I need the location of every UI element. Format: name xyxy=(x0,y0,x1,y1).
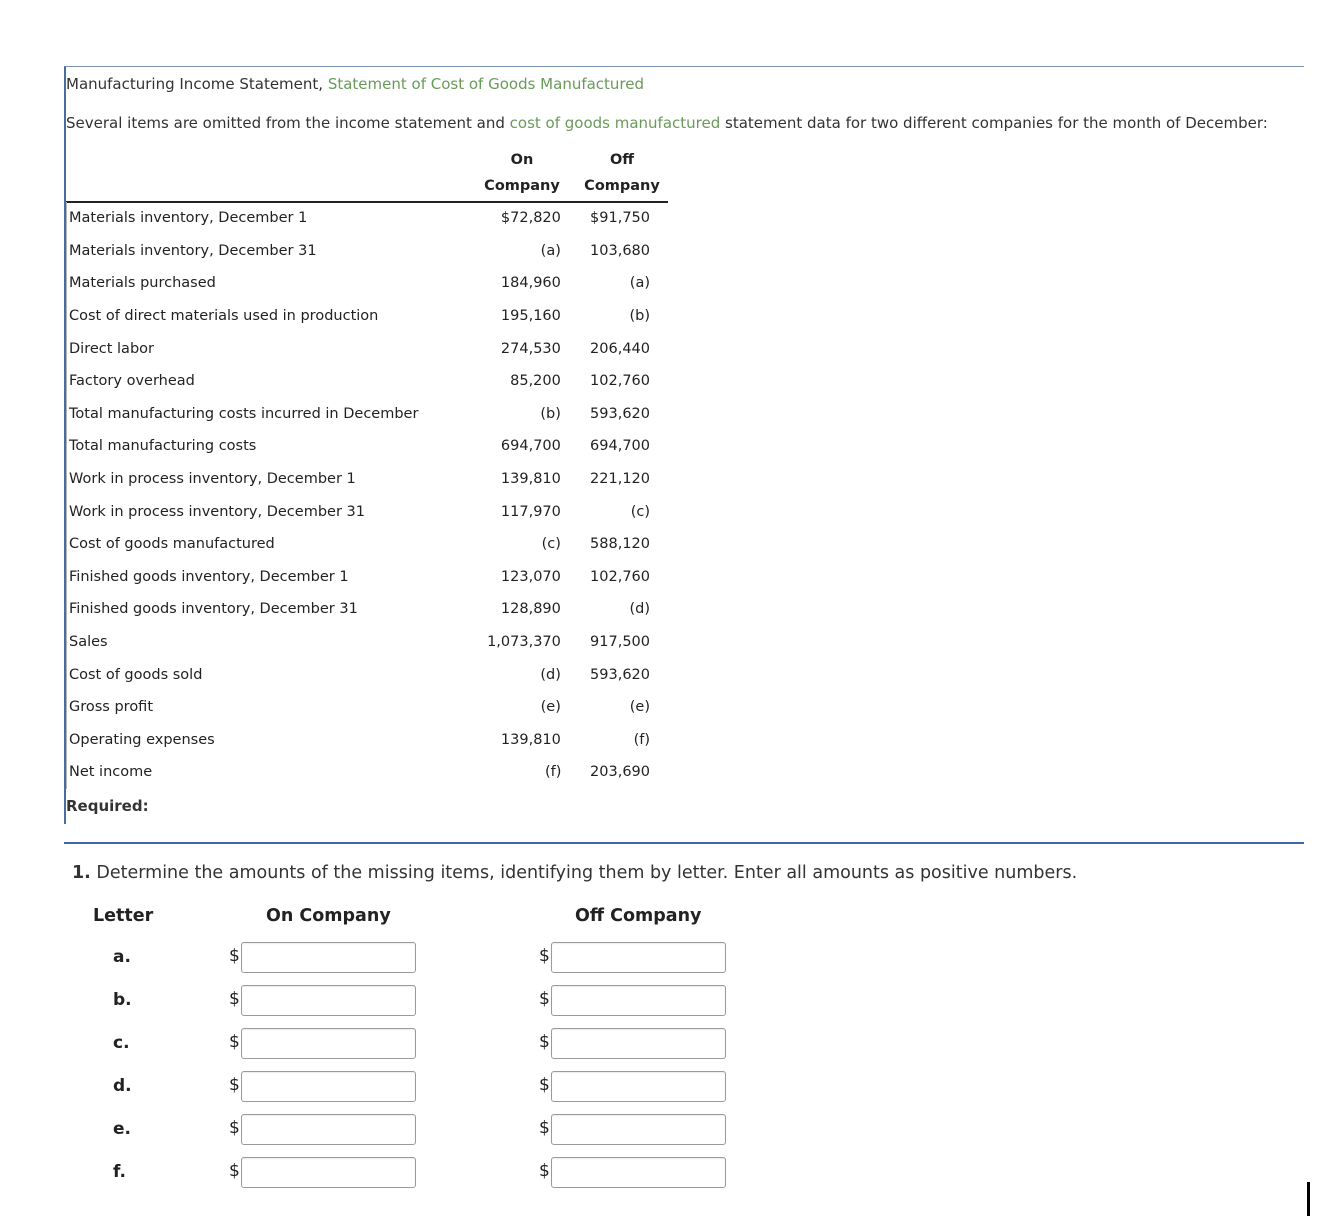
row-label: Finished goods inventory, December 1 xyxy=(67,561,473,594)
row-off-value: 203,690 xyxy=(590,764,650,781)
answer-row xyxy=(0,985,760,1019)
text-cursor xyxy=(1307,1182,1310,1216)
table-row xyxy=(67,495,669,528)
row-off-value: $91,750 xyxy=(590,210,650,227)
col-header-on-line2: Company xyxy=(484,178,560,194)
intro-text xyxy=(66,114,1268,132)
dollar-sign: $ xyxy=(539,989,550,1009)
table-row xyxy=(67,365,669,398)
row-on-value: 139,810 xyxy=(500,731,561,748)
dollar-sign: $ xyxy=(229,1032,240,1052)
dollar-sign: $ xyxy=(539,1118,550,1138)
table-row xyxy=(67,593,669,626)
heading-glossary-link[interactable]: Statement of Cost of Goods Manufactured xyxy=(327,75,645,93)
on-company-input[interactable] xyxy=(241,1071,416,1102)
table-row xyxy=(67,463,669,496)
answer-row xyxy=(0,1157,760,1191)
answer-row xyxy=(0,1028,760,1062)
row-on-value: 123,070 xyxy=(500,568,561,585)
table-row xyxy=(67,528,669,561)
answer-letter: a. xyxy=(113,947,131,967)
dollar-sign: $ xyxy=(229,1161,240,1181)
table-row xyxy=(67,658,669,691)
row-label: Gross profit xyxy=(67,691,473,724)
row-label: Finished goods inventory, December 31 xyxy=(67,593,473,626)
row-off-value: 103,680 xyxy=(590,242,650,259)
row-off-value: (c) xyxy=(630,503,650,520)
row-on-value: (c) xyxy=(541,536,561,553)
answer-letter: e. xyxy=(113,1119,131,1139)
row-off-value: (b) xyxy=(629,308,650,325)
row-on-value: 184,960 xyxy=(500,275,561,292)
row-off-value: (d) xyxy=(629,601,650,618)
row-label: Sales xyxy=(67,626,473,659)
question-text: Determine the amounts of the missing items, identifying them by letter. Enter all amounts as positive numbers. xyxy=(90,863,1078,883)
off-company-input[interactable] xyxy=(551,1114,726,1145)
table-row xyxy=(67,202,669,235)
col-header-off-line2: Company xyxy=(584,178,660,194)
dollar-sign: $ xyxy=(229,946,240,966)
problem-heading xyxy=(66,75,644,93)
row-label: Net income xyxy=(67,756,473,789)
table-row xyxy=(67,267,669,300)
answer-col-letter: Letter xyxy=(93,906,154,926)
row-on-value: (f) xyxy=(544,764,562,781)
off-company-input[interactable] xyxy=(551,1157,726,1188)
question-number: 1. xyxy=(72,863,91,883)
answer-col-on: On Company xyxy=(266,906,391,926)
on-company-input[interactable] xyxy=(241,942,416,973)
required-label: Required: xyxy=(66,797,149,815)
row-on-value: 1,073,370 xyxy=(487,634,561,651)
off-company-input[interactable] xyxy=(551,1071,726,1102)
dollar-sign: $ xyxy=(539,946,550,966)
row-on-value: 195,160 xyxy=(500,308,561,325)
on-company-input[interactable] xyxy=(241,1114,416,1145)
row-off-value: 593,620 xyxy=(590,666,650,683)
row-label: Total manufacturing costs incurred in December xyxy=(67,398,473,431)
dollar-sign: $ xyxy=(539,1075,550,1095)
row-off-value: 221,120 xyxy=(590,471,650,488)
col-header-off xyxy=(576,147,668,199)
intro-glossary-link[interactable]: cost of goods manufactured xyxy=(509,114,721,132)
on-company-input[interactable] xyxy=(241,985,416,1016)
row-on-value: 85,200 xyxy=(510,373,561,390)
row-label: Direct labor xyxy=(67,332,473,365)
dollar-sign: $ xyxy=(229,1118,240,1138)
section-divider xyxy=(64,842,1304,844)
answer-row xyxy=(0,942,760,976)
table-row xyxy=(67,626,669,659)
row-on-value: 694,700 xyxy=(500,438,561,455)
answer-row xyxy=(0,1071,760,1105)
row-off-value: 588,120 xyxy=(590,536,650,553)
row-label: Operating expenses xyxy=(67,724,473,757)
row-label: Cost of goods manufactured xyxy=(67,528,473,561)
row-on-value: $72,820 xyxy=(500,210,561,227)
row-label: Cost of direct materials used in production xyxy=(67,300,473,333)
row-off-value: (a) xyxy=(629,275,650,292)
off-company-input[interactable] xyxy=(551,985,726,1016)
col-header-on xyxy=(476,147,568,199)
dollar-sign: $ xyxy=(229,1075,240,1095)
intro-before: Several items are omitted from the income statement and xyxy=(66,114,510,132)
table-row xyxy=(67,756,669,789)
table-row xyxy=(67,398,669,431)
table-row xyxy=(67,724,669,757)
question-1 xyxy=(72,863,1077,883)
row-off-value: (f) xyxy=(633,731,650,748)
answer-row xyxy=(0,1114,760,1148)
row-on-value: 128,890 xyxy=(500,601,561,618)
col-header-off-line1: Off xyxy=(609,152,635,168)
answer-letter: b. xyxy=(113,990,132,1010)
answer-col-off: Off Company xyxy=(575,906,702,926)
row-on-value: (a) xyxy=(540,242,561,259)
row-label: Factory overhead xyxy=(67,365,473,398)
on-company-input[interactable] xyxy=(241,1157,416,1188)
row-label: Work in process inventory, December 1 xyxy=(67,463,473,496)
answer-letter: f. xyxy=(113,1162,126,1182)
row-label: Work in process inventory, December 31 xyxy=(67,495,473,528)
off-company-input[interactable] xyxy=(551,1028,726,1059)
row-off-value: 102,760 xyxy=(590,568,650,585)
table-row xyxy=(67,430,669,463)
table-row xyxy=(67,235,669,268)
dollar-sign: $ xyxy=(539,1161,550,1181)
row-off-value: 917,500 xyxy=(590,634,650,651)
row-off-value: 206,440 xyxy=(590,340,650,357)
row-on-value: 117,970 xyxy=(500,503,561,520)
row-off-value: 593,620 xyxy=(590,405,650,422)
row-on-value: 139,810 xyxy=(500,471,561,488)
answer-letter: c. xyxy=(113,1033,130,1053)
row-on-value: (e) xyxy=(540,699,561,716)
row-on-value: (d) xyxy=(540,666,561,683)
row-on-value: 274,530 xyxy=(500,340,561,357)
col-header-on-line1: On xyxy=(510,152,534,168)
row-off-value: 102,760 xyxy=(590,373,650,390)
row-label: Cost of goods sold xyxy=(67,658,473,691)
table-row xyxy=(67,561,669,594)
data-table xyxy=(66,202,668,789)
on-company-input[interactable] xyxy=(241,1028,416,1059)
table-row xyxy=(67,332,669,365)
answer-letter: d. xyxy=(113,1076,132,1096)
intro-after: statement data for two different companies for the month of December: xyxy=(720,114,1268,132)
row-label: Total manufacturing costs xyxy=(67,430,473,463)
row-label: Materials inventory, December 31 xyxy=(67,235,473,268)
row-label: Materials purchased xyxy=(67,267,473,300)
row-off-value: 694,700 xyxy=(590,438,650,455)
dollar-sign: $ xyxy=(539,1032,550,1052)
row-on-value: (b) xyxy=(540,405,561,422)
row-off-value: (e) xyxy=(629,699,650,716)
dollar-sign: $ xyxy=(229,989,240,1009)
off-company-input[interactable] xyxy=(551,942,726,973)
table-row xyxy=(67,691,669,724)
table-row xyxy=(67,300,669,333)
row-label: Materials inventory, December 1 xyxy=(67,202,473,235)
heading-text: Manufacturing Income Statement, xyxy=(66,75,328,93)
